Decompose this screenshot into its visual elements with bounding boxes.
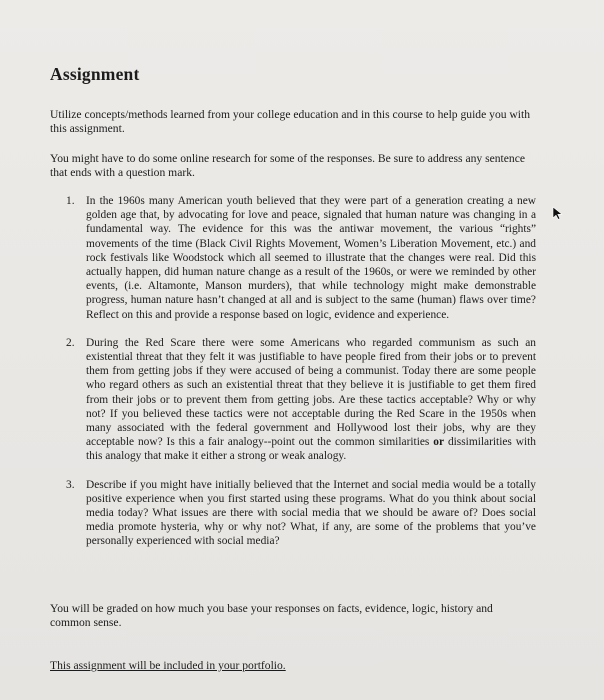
question-item [50, 194, 536, 322]
mouse-pointer-icon [552, 206, 564, 220]
question-text: In the 1960s many American youth believed that they were part of a generation creating a new golden age that, by advocating for love and peace, signaled that human nature was changing in a fundamental way. The evidence for this was the antiwar movement, the various “rights” movements of the time (Black Civil Rights Movement, Women’s Liberation Movement, etc.) and rock festivals like Woodstock which all seemed to illustrate that the changes were real. Did this actually happen, did human nature change as a result of the 1960s, or were we reminded by other events, (i.e. Altamonte, Manson murders), that while technology might make demonstrable progress, human nature hasn’t changed at all and is subject to the same (human) flaws over time? Reflect on this and provide a response based on logic, evidence and experience. [86, 195, 536, 321]
question-number: 2. [66, 336, 75, 349]
research-note-paragraph: You might have to do some online research for some of the responses. Be sure to address any sentence that ends with a question mark. [50, 152, 526, 180]
question-item [50, 478, 536, 549]
portfolio-note: This assignment will be included in your portfolio. [50, 659, 286, 672]
question-text: Describe if you might have initially believed that the Internet and social media would be a totally positive experience when you first started using these programs. What do you think about social media today? What issues are there with social media that we should be aware of? Does social media promote hysteria, why or why not? What, if any, are some of the problems that you’ve personally experienced with social media? [86, 478, 536, 548]
question-text-continued: dissimilarities with this analogy that make it either a strong or weak analogy. [86, 436, 537, 463]
emphasis-word: or [433, 436, 445, 449]
page-title: Assignment [50, 64, 140, 84]
question-number: 3. [66, 478, 75, 491]
question-text: During the Red Scare there were some Americans who regarded communism as such an existential threat that they felt it was justifiable to have people fired from their jobs or to prevent them from getting jobs if they were accused of being a communist. Today there are some people who regard others as such an existential threat that they believe it is justifiable to get them fired from their jobs or to prevent them from getting jobs. Are these tactics acceptable? Why or why not? If you believed these tactics were not acceptable during the Red Scare in the 1950s when many associated with the federal government and Hollywood lost their jobs, why are they acceptable now? Is this a fair analogy--point out the common similarities [86, 336, 536, 449]
question-item [50, 336, 536, 464]
question-number: 1. [66, 195, 75, 207]
question-list [50, 194, 536, 549]
intro-paragraph: Utilize concepts/methods learned from your college education and in this course to help guide you with this assignment. [50, 108, 531, 136]
grading-note: You will be graded on how much you base your responses on facts, evidence, logic, history and common sense. [50, 602, 493, 630]
